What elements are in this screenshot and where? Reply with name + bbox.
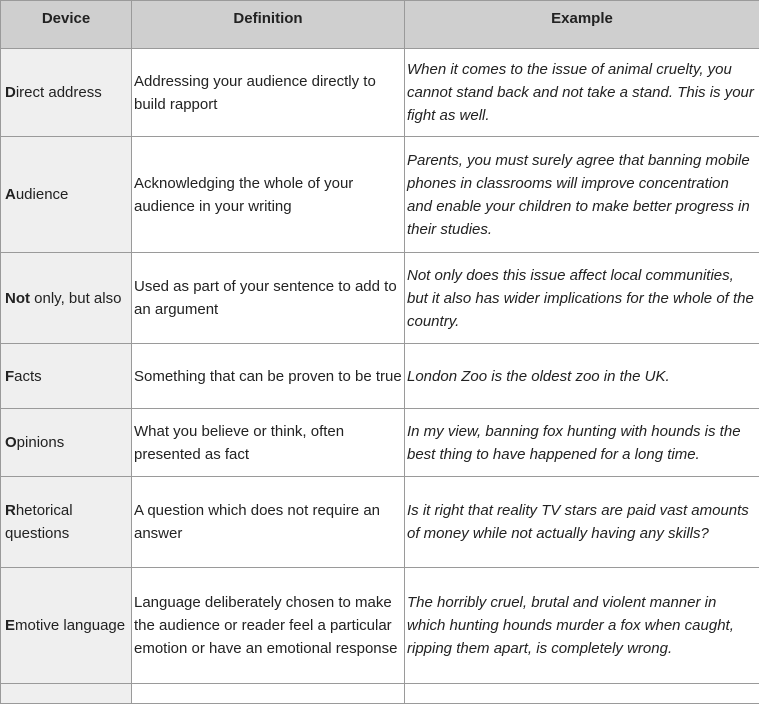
definition-cell: A question which does not require an answer [132,477,405,568]
table-row [1,253,759,344]
definition-cell: Addressing your audience directly to build rapport [132,49,405,137]
example-cell: Parents, you must surely agree that banning mobile phones in classrooms will improve concentration and enable your children to make better progress in their studies. [405,137,759,253]
example-cell: The horribly cruel, brutal and violent manner in which hunting hounds murder a fox when caught, ripping them apart, is completely wrong. [405,568,759,684]
device-rest: acts [14,368,42,385]
definition-cell: Something that can be proven to be true [132,344,405,409]
device-rest: motive language [15,617,125,634]
device-initial: F [5,368,14,385]
device-cell [1,253,132,344]
example-cell [405,684,759,704]
device-rest: udience [16,186,69,203]
table-row [1,568,759,684]
device-initial: Not [5,290,30,307]
definition-cell: Acknowledging the whole of your audience in your writing [132,137,405,253]
table-row [1,49,759,137]
device-initial: E [5,617,15,634]
device-initial: D [5,84,16,101]
definition-cell [132,684,405,704]
table-row [1,477,759,568]
device-cell [1,568,132,684]
definition-cell: What you believe or think, often presented as fact [132,409,405,477]
example-cell: Is it right that reality TV stars are paid vast amounts of money while not actually having any skills? [405,477,759,568]
table-row [1,409,759,477]
table-row-partial [1,684,759,704]
device-initial: O [5,434,17,451]
example-cell: Not only does this issue affect local communities, but it also has wider implications for the whole of the country. [405,253,759,344]
device-rest: only, but also [30,290,121,307]
device-cell [1,684,132,704]
header-example: Example [405,1,759,49]
definition-cell: Language deliberately chosen to make the audience or reader feel a particular emotion or have an emotional response [132,568,405,684]
definition-cell: Used as part of your sentence to add to an argument [132,253,405,344]
header-row [1,1,759,49]
table-row [1,344,759,409]
example-cell: London Zoo is the oldest zoo in the UK. [405,344,759,409]
device-initial: A [5,186,16,203]
header-device: Device [1,1,132,49]
example-cell: In my view, banning fox hunting with hounds is the best thing to have happened for a long time. [405,409,759,477]
device-rest: pinions [17,434,65,451]
device-initial: R [5,502,16,519]
device-cell [1,49,132,137]
device-rest: irect address [16,84,102,101]
device-cell [1,409,132,477]
device-rest: hetorical questions [5,502,73,542]
device-cell [1,137,132,253]
example-cell: When it comes to the issue of animal cruelty, you cannot stand back and not take a stand. This is your fight as well. [405,49,759,137]
table-row [1,137,759,253]
header-definition: Definition [132,1,405,49]
device-cell [1,477,132,568]
device-cell [1,344,132,409]
